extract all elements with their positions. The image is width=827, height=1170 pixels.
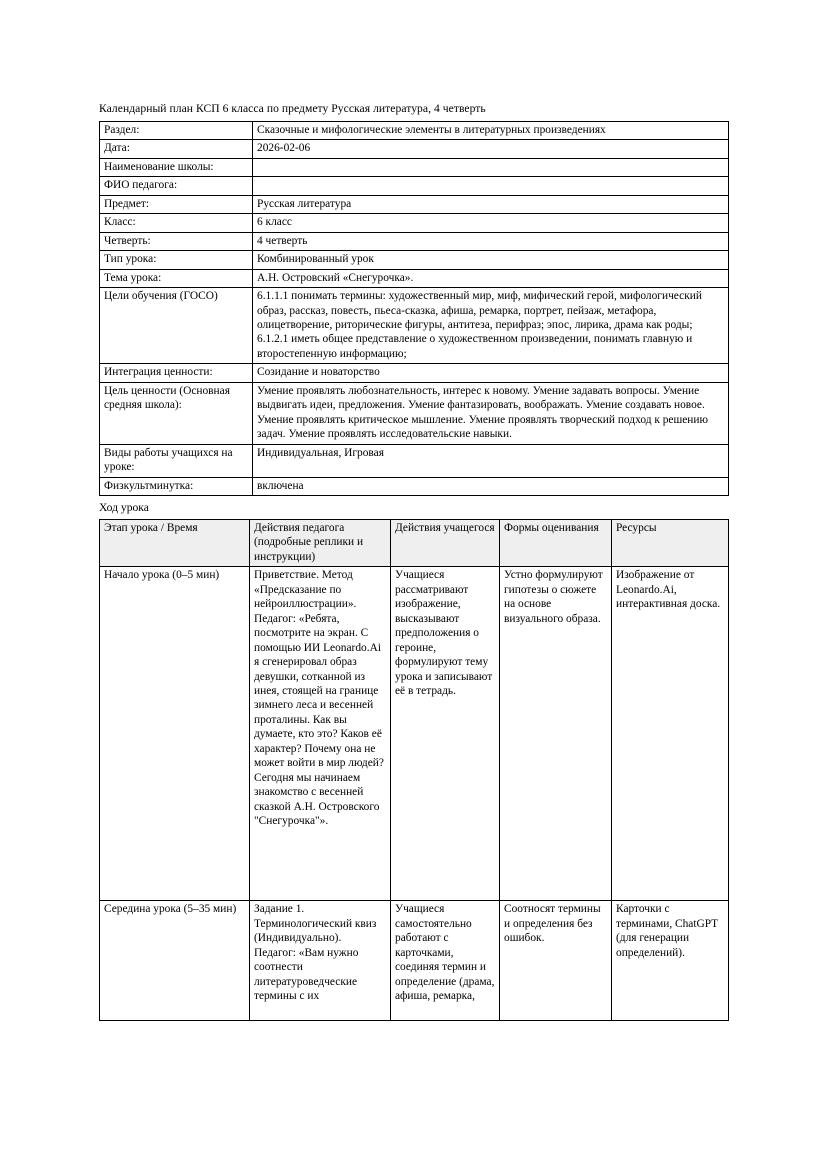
teacher-actions-cell-lesson-middle: Задание 1. Терминологический квиз (Индивидуально). Педагог: «Вам нужно соотнести литературоведческие термины с их <box>250 901 391 1021</box>
info-value-work-types: Индивидуальная, Игровая <box>253 444 729 477</box>
info-value-school <box>253 158 729 176</box>
table-row <box>100 901 729 1021</box>
table-row <box>100 288 729 364</box>
info-value-value-integration: Созидание и новаторство <box>253 364 729 382</box>
info-value-lesson-topic: А.Н. Островский «Снегурочка». <box>253 269 729 287</box>
table-row <box>100 251 729 269</box>
document-content <box>99 101 728 1021</box>
info-label-learning-objectives: Цели обучения (ГОСО) <box>100 288 253 364</box>
column-header-resources: Ресурсы <box>612 519 729 566</box>
table-row <box>100 567 729 901</box>
info-label-school: Наименование школы: <box>100 158 253 176</box>
stage-cell-lesson-middle: Середина урока (5–35 мин) <box>100 901 250 1021</box>
info-label-quarter: Четверть: <box>100 232 253 250</box>
info-label-razdel: Раздел: <box>100 122 253 140</box>
info-label-physical-break: Физкультминутка: <box>100 477 253 495</box>
info-label-lesson-topic: Тема урока: <box>100 269 253 287</box>
info-value-teacher-name <box>253 177 729 195</box>
info-label-work-types: Виды работы учащихся на уроке: <box>100 444 253 477</box>
info-value-subject: Русская литература <box>253 195 729 213</box>
info-label-value-integration: Интеграция ценности: <box>100 364 253 382</box>
lesson-flow-table-body <box>100 567 729 1021</box>
info-label-lesson-type: Тип урока: <box>100 251 253 269</box>
info-value-razdel: Сказочные и мифологические элементы в литературных произведениях <box>253 122 729 140</box>
stage-cell-lesson-start: Начало урока (0–5 мин) <box>100 567 250 901</box>
table-row <box>100 214 729 232</box>
info-value-physical-break: включена <box>253 477 729 495</box>
column-header-assessment-forms: Формы оценивания <box>500 519 612 566</box>
table-row <box>100 477 729 495</box>
assessment-cell-lesson-middle: Соотносят термины и определения без ошибок. <box>500 901 612 1021</box>
resources-cell-lesson-middle: Карточки с терминами, ChatGPT (для генерации определений). <box>612 901 729 1021</box>
table-row <box>100 140 729 158</box>
info-label-value-goal: Цель ценности (Основная средняя школа): <box>100 382 253 444</box>
table-header-row <box>100 519 729 566</box>
lesson-info-table-body <box>100 122 729 496</box>
teacher-actions-cell-lesson-start: Приветствие. Метод «Предсказание по нейроиллюстрации». Педагог: «Ребята, посмотрите на экран. С помощью ИИ Leonardo.Ai я сгенерировал образ девушки, сотканной из инея, стоящей на границе зимнего леса и весенней проталины. Как вы думаете, кто это? Каков её характер? Почему она не может войти в мир людей? Сегодня мы начинаем знакомство с весенней сказкой А.Н. Островского "Снегурочка"». <box>250 567 391 901</box>
lesson-flow-heading: Ход урока <box>99 500 149 514</box>
student-actions-cell-lesson-middle: Учащиеся самостоятельно работают с карточками, соединяя термин и определение (драма, афиша, ремарка, <box>391 901 500 1021</box>
info-label-teacher-name: ФИО педагога: <box>100 177 253 195</box>
table-row <box>100 269 729 287</box>
student-actions-cell-lesson-start: Учащиеся рассматривают изображение, высказывают предположения о героине, формулируют тему урока и записывают её в тетрадь. <box>391 567 500 901</box>
table-row <box>100 232 729 250</box>
info-value-quarter: 4 четверть <box>253 232 729 250</box>
info-label-data: Дата: <box>100 140 253 158</box>
info-value-learning-objectives: 6.1.1.1 понимать термины: художественный мир, миф, мифический герой, мифологический образ, рассказ, повесть, пьеса-сказка, афиша, ремарка, портрет, пейзаж, метафора, олицетворение, риторические фигуры, антитеза, перифраз; эпос, лирика, драма как роды; 6.1.2.1 иметь общее представление о художественном произведении, понимать главную и второстепенную информацию; <box>253 288 729 364</box>
column-header-student-actions: Действия учащегося <box>391 519 500 566</box>
info-value-lesson-type: Комбинированный урок <box>253 251 729 269</box>
assessment-cell-lesson-start: Устно формулируют гипотезы о сюжете на основе визуального образа. <box>500 567 612 901</box>
table-row <box>100 364 729 382</box>
info-value-class: 6 класс <box>253 214 729 232</box>
info-label-class: Класс: <box>100 214 253 232</box>
table-row <box>100 122 729 140</box>
column-header-stage: Этап урока / Время <box>100 519 250 566</box>
lesson-info-table <box>99 121 729 496</box>
column-header-teacher-actions: Действия педагога (подробные реплики и инструкции) <box>250 519 391 566</box>
resources-cell-lesson-start: Изображение от Leonardo.Ai, интерактивная доска. <box>612 567 729 901</box>
table-row <box>100 195 729 213</box>
info-label-subject: Предмет: <box>100 195 253 213</box>
table-row <box>100 444 729 477</box>
lesson-flow-table-head <box>100 519 729 566</box>
info-value-data: 2026-02-06 <box>253 140 729 158</box>
table-row <box>100 177 729 195</box>
table-row <box>100 158 729 176</box>
table-row <box>100 382 729 444</box>
lesson-flow-table <box>99 519 729 1021</box>
info-value-value-goal: Умение проявлять любознательность, интерес к новому. Умение задавать вопросы. Умение выдвигать идеи, предложения. Умение фантазировать, воображать. Умение создавать новое. Умение проявлять критическое мышление. Умение проявлять творческий подход к решению задач. Умение проявлять исследовательские навыки. <box>253 382 729 444</box>
document-title: Календарный план КСП 6 класса по предмету Русская литература, 4 четверть <box>99 102 486 115</box>
